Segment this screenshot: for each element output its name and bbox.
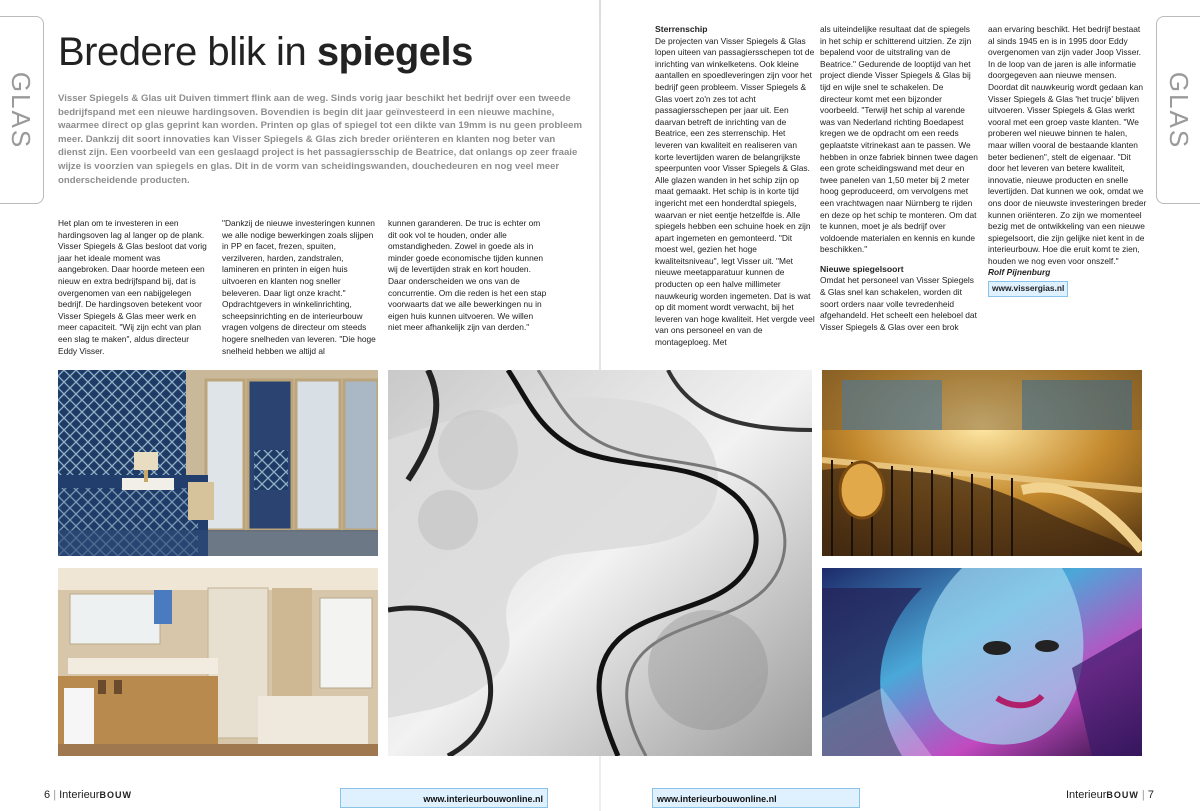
body-text: Omdat het personeel van Visser Spiegels & Glas snel kan schakelen, worden dit soort orders naar volle tevredenheid afgehandeld. Het scheelt een heleboel dat Visser Spiegels & Glas over een brok bbox=[820, 275, 977, 332]
photo-bathroom bbox=[58, 568, 378, 756]
body-column-6 bbox=[988, 24, 1148, 297]
subheading-sterrenschip: Sterrenschip bbox=[655, 24, 708, 34]
footer-url-right[interactable]: www.interieurbouwonline.nl bbox=[652, 788, 860, 808]
page-number-left: 6 bbox=[44, 789, 51, 801]
author-credit: Rolf Pijnenburg bbox=[988, 267, 1051, 278]
section-tab-right bbox=[1156, 16, 1200, 204]
section-tab-label: GLAS bbox=[6, 71, 37, 149]
body-column-2 bbox=[222, 218, 378, 357]
footer-separator: | bbox=[1141, 789, 1145, 801]
article-title bbox=[58, 28, 473, 76]
section-tab-label: GLAS bbox=[1164, 71, 1195, 149]
body-column-4 bbox=[655, 24, 815, 349]
photo-ornate-stairway bbox=[822, 370, 1142, 556]
photo-printed-glass-portrait bbox=[822, 568, 1142, 756]
photo-mirror-closeup bbox=[388, 370, 812, 756]
body-column-5 bbox=[820, 24, 978, 333]
body-text: aan ervaring beschikt. Het bedrijf bestaat al sinds 1945 en is in 1995 door Eddy overgenomen van zijn vader Joop Visser. In de loop van de jaren is alle informatie doorgegeven aan nieuwe mensen. Doordat dit nauwkeurig wordt gedaan kan Visser Spiegels & Glas 'het trucje' blijven uitvoeren. Visser Spiegels & Glas werkt vooral met een groep vaste klanten. "We proberen wel nieuwe binnen te halen, maar willen vooral de bestaande klanten beter bedienen", stelt de eigenaar. "Dit door het leveren van betere kwaliteit, innovatie, nieuwe producten en snelle levertijden. Dat kunnen we ook, omdat we ons door de nieuwste investeringen breder kunnen oriënteren. Zo zijn we momenteel bezig met de ontwikkeling van een nieuwe spiegelsoort, die zijn gelijke niet kent in de interieurbouw. Hoe die eruit komt te zien, houden we nog even voor onszelf." bbox=[988, 24, 1147, 266]
article-lead: Visser Spiegels & Glas uit Duiven timmert flink aan de weg. Sinds vorig jaar beschikt het bedrijf over een tweede bedrijfspand met een nieuwe hardingsoven. Bovendien is begin dit jaar geïnvesteerd in een nieuwe machine, waarmee direct op glas geprint kan worden. Printen op glas of spiegel tot een dikte van 19mm is nu geen probleem meer. Dankzij dit soort innovaties kan Visser Spiegels & Glas zich breder oriënteren en klanten nog beter van dienst zijn. Een voorbeeld van een geslaagd project is het passagiersschip de Beatrice, dat onlangs op zeer fraaie wijze is voorzien van spiegels en glas. Dit in de vorm van scheidingswanden, douchedeuren en nog veel meer onderscheidende producten. bbox=[58, 93, 583, 186]
title-regular: Bredere blik in bbox=[58, 30, 307, 74]
body-column-1 bbox=[58, 218, 210, 357]
body-text: De projecten van Visser Spiegels & Glas lopen uiteen van passagiersschepen tot de inrichting van winkelketens. Ook kleine aantallen en spoedleveringen zijn voor het bedrijf geen probleem. Visser Spiegels & Glas voert zo'n zes tot acht passagiersschepen per jaar uit. Een daarvan betreft de inrichting van de Beatrice, een zes sterrenschip. Het leveren van kwaliteit en realiseren van korte levertijden waren de belangrijkste speerpunten voor Visser Spiegels & Glas. Alle glazen wanden in het schip zijn op maat gemaakt. Het schip is in korte tijd ingericht met een honderdtal spiegels, waarvan er niet eentje hetzelfde is. Alle spiegels hebben een schuine hoek en zijn apart ingemeten en gemonteerd. "Dit moest wel, gezien het hoge kwaliteitsniveau", legt Visser uit. "Met nieuwe meetapparatuur kunnen de producten op een halve millimeter nauwkeurig worden ingemeten. Dat is wat op dit moment wordt verwacht, bij het leveren van hoge kwaliteit. Het vergde veel van ons personeel en van de montageploeg. Met bbox=[655, 35, 815, 348]
footer-right bbox=[1066, 784, 1154, 806]
company-website-link[interactable]: www.vissergias.nl bbox=[988, 281, 1068, 297]
body-text: kunnen garanderen. De truc is echter om dit ook vol te houden, onder alle omstandigheden. Zowel in goede als in minder goede economische tijden kunnen wij de levertijden strak en kort houden. Daar onderscheiden we ons van de concurrentie. Om die reden is het een stap voorwaarts dat we alle bewerkingen nu in eigen huis kunnen uitvoeren. We willen niet meer afhankelijk zijn van derden." bbox=[388, 218, 547, 333]
body-text: Het plan om te investeren in een hardingsoven lag al langer op de plank. Visser Spiegels & Glas besloot dat vorig jaar het ideale moment was aangebroken. Daar hoorde meteen een nieuw en extra bedrijfspand bij, dat is overgenomen van een nabijgelegen bedrijf. De hardingsoven betekent voor Visser Spiegels & Glas meer werk en meer capaciteit. "Wij zijn echt van plan een slag te maken", aldus directeur Eddy Visser. bbox=[58, 218, 207, 356]
title-bold: spiegels bbox=[316, 30, 473, 74]
section-tab-left bbox=[0, 16, 44, 204]
magazine-brand: InterieurBOUW bbox=[59, 789, 132, 801]
page-number-right: 7 bbox=[1147, 789, 1154, 801]
body-column-3 bbox=[388, 218, 548, 334]
body-text: als uiteindelijke resultaat dat de spiegels in het schip er schitterend uitzien. Ze zijn bepalend voor de uitstraling van de Beatrice." Gedurende de looptijd van het project diende Visser Spiegels & Glas bij tijd en wijle snel te schakelen. De directeur komt met een bijzonder voorbeeld. "Terwijl het schip al varende was van Nederland richting Boedapest kregen we de opdracht om een reeds geplaatste vitrinekast aan te passen. We hebben in onze fabriek binnen twee dagen een grote scheidingswand met deur en twee panelen van 1,50 meter bij 2 meter hoog geproduceerd, om vervolgens met een vrachtwagen naar Nürnberg te rijden en deze op het schip te monteren. Om dat te kunnen, moet je als bedrijf over voldoende materialen en kennis en kunde beschikken." bbox=[820, 24, 978, 255]
photo-cabin-bedroom bbox=[58, 370, 378, 556]
magazine-brand: InterieurBOUW bbox=[1066, 789, 1139, 801]
subheading-nieuwe-spiegelsoort: Nieuwe spiegelsoort bbox=[820, 263, 904, 274]
footer-left bbox=[44, 784, 132, 806]
body-text: "Dankzij de nieuwe investeringen kunnen we alle nodige bewerkingen zoals slijpen in PP en facet, frezen, spuiten, verzilveren, harden, zandstralen, lamineren en printen in eigen huis uitvoeren en klanten nog sneller beleveren. Daar ligt onze kracht." Opdrachtgevers in winkelinrichting, scheepsinrichting en de interieurbouw vragen volgens de directeur om steeds hogere snelheden van leveren. "Die hoge snelheid hebben we altijd al bbox=[222, 218, 376, 356]
footer-url-left[interactable]: www.interieurbouwonline.nl bbox=[340, 788, 548, 808]
footer-separator: | bbox=[53, 789, 57, 801]
